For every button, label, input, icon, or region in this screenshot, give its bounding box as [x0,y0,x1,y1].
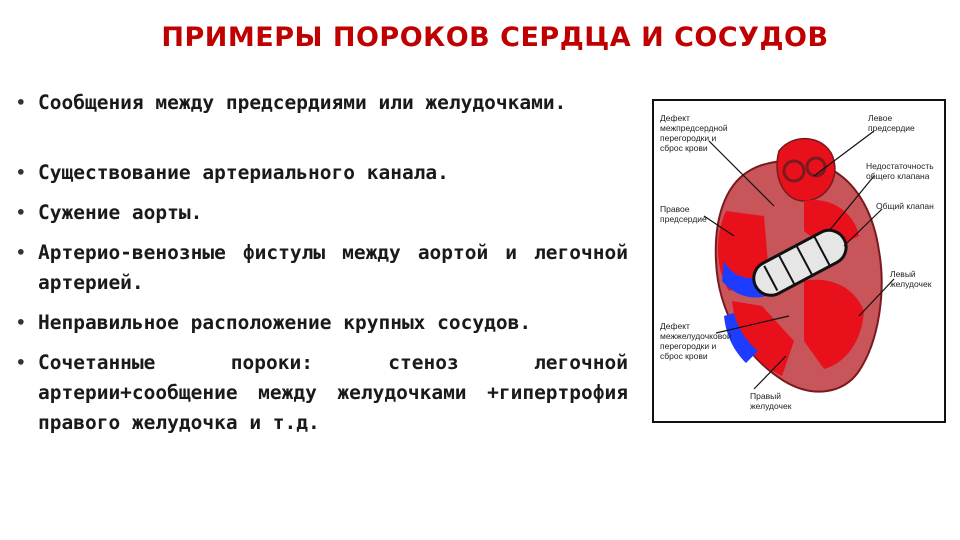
bullet-text: Неправильное расположение крупных сосудов. [38,311,532,334]
bullet-marker: • [16,353,26,372]
bullet-marker: • [16,163,26,182]
bullet-text: Артерио-венозные фистулы между аортой и легочной артерией. [38,241,628,294]
label-common-valve: Общий клапан [876,201,934,211]
label-left-atrium: Левое предсердие [868,113,915,133]
bullet-item [16,308,628,338]
heart-diagram [652,99,946,423]
bullet-item [16,88,628,148]
bullet-marker: • [16,93,26,112]
bullet-item [16,198,628,228]
label-left-ventricle: Левый желудочек [890,269,932,289]
label-right-ventricle: Правый желудочек [750,391,792,411]
bullet-marker: • [16,313,26,332]
bullet-item [16,348,628,438]
bullet-marker: • [16,243,26,262]
bullet-list [16,88,628,448]
bullet-item [16,238,628,298]
bullet-text: Сообщения между предсердиями или желудочками. [38,91,567,114]
label-valve-insufficiency: Недостаточность общего клапана [866,161,934,181]
label-ventricular-septal-defect: Дефект межжелудочковой перегородки и сброс крови [660,321,732,361]
label-atrial-septal-defect: Дефект межпредсердной перегородки и сброс крови [660,113,728,153]
bullet-item [16,158,628,188]
slide-title: ПРИМЕРЫ ПОРОКОВ СЕРДЦА И СОСУДОВ [161,22,829,53]
bullet-marker: • [16,203,26,222]
bullet-text: Существование артериального канала. [38,161,449,184]
label-right-atrium: Правое предсердие [660,204,707,224]
bullet-text: Сужение аорты. [38,201,203,224]
bullet-text: Сочетанные пороки: стеноз легочной артерии+сообщение между желудочками +гипертрофия правого желудочка и т.д. [38,351,628,434]
